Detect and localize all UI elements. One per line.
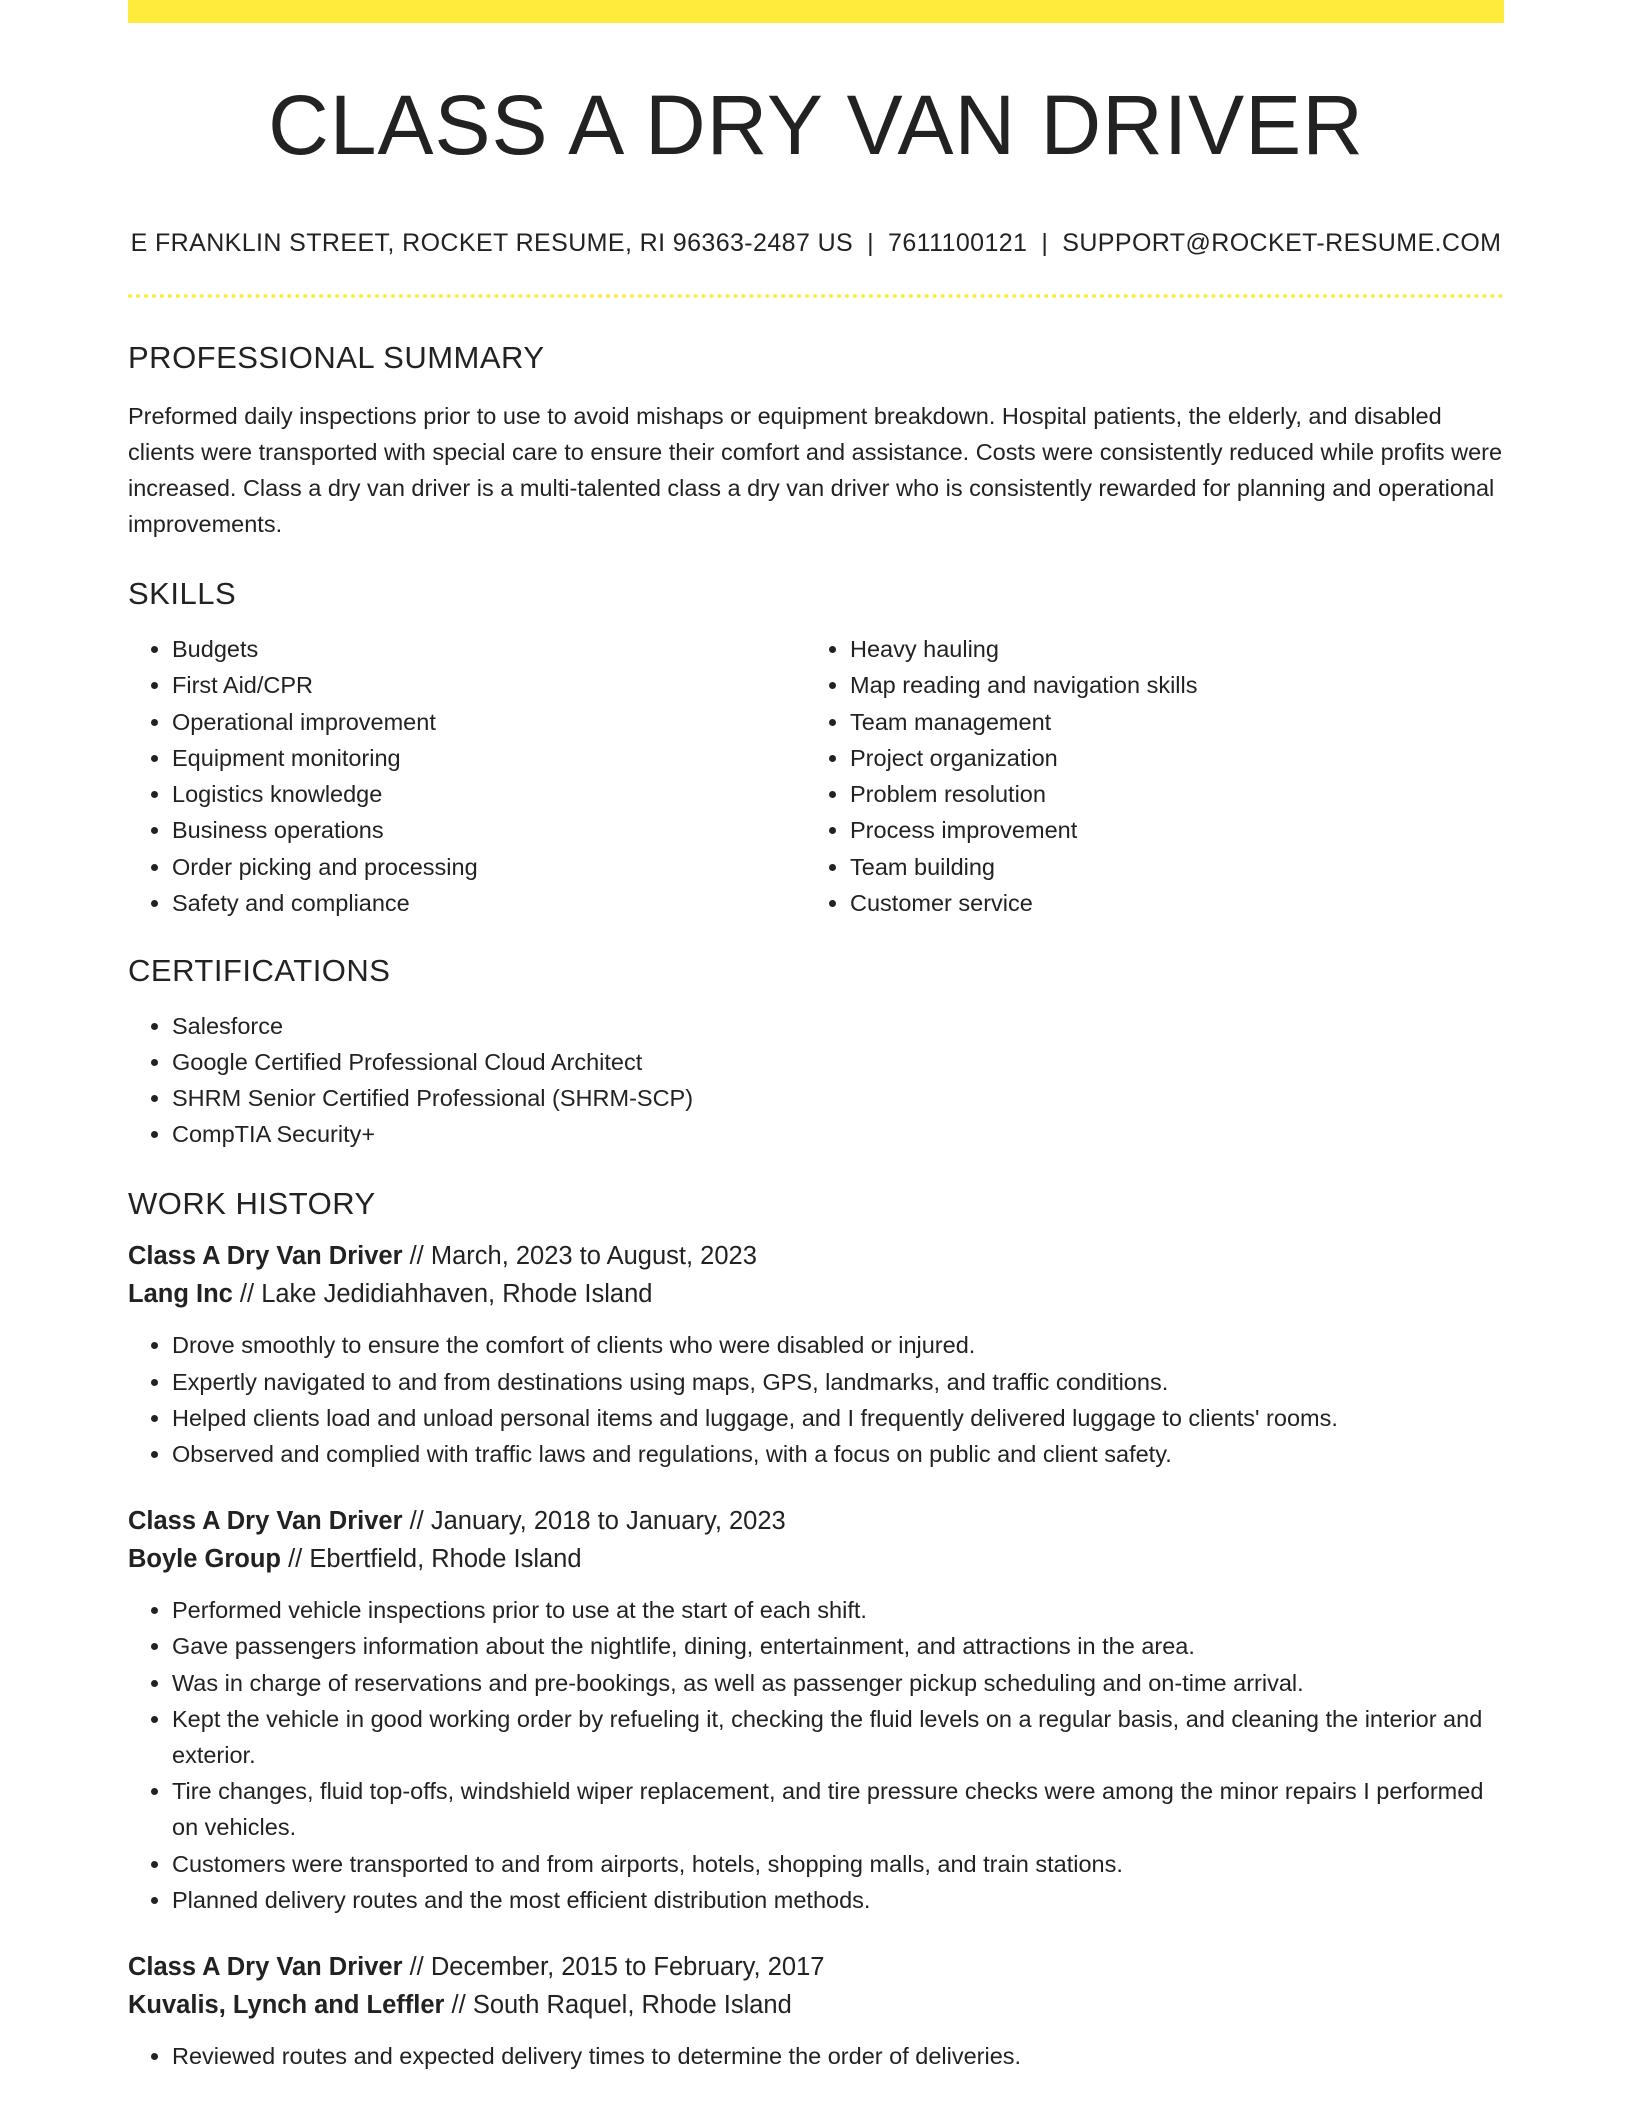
work-history-section-title: WORK HISTORY	[128, 1186, 376, 1222]
job-dates: March, 2023 to August, 2023	[430, 1242, 757, 1271]
job-location: South Raquel, Rhode Island	[472, 1991, 792, 2020]
job-dates: December, 2015 to February, 2017	[430, 1953, 825, 1982]
skill-item: • Problem resolution	[850, 776, 1484, 812]
summary-section-title: PROFESSIONAL SUMMARY	[128, 340, 545, 375]
job-company: Kuvalis, Lynch and Leffler	[128, 1991, 445, 2020]
job-bullets	[128, 1592, 1504, 1918]
job-title: Class A Dry Van Driver	[128, 1953, 403, 1982]
certification-item: • CompTIA Security+	[172, 1116, 1504, 1152]
job-location: Ebertfield, Rhode Island	[309, 1545, 582, 1574]
certifications-section-title: CERTIFICATIONS	[128, 953, 391, 989]
job-entry	[128, 1948, 1504, 2074]
job-bullet: • Planned delivery routes and the most efficient distribution methods.	[172, 1882, 1504, 1918]
job-bullet: • Observed and complied with traffic laws and regulations, with a focus on public and client safety.	[172, 1436, 1504, 1472]
job-separator: //	[281, 1545, 310, 1574]
job-company: Boyle Group	[128, 1545, 282, 1574]
job-title: Class A Dry Van Driver	[128, 1242, 403, 1271]
skill-item: • Order picking and processing	[172, 849, 806, 885]
job-bullets	[128, 2038, 1504, 2074]
accent-top-bar	[128, 0, 1504, 23]
job-bullet: • Was in charge of reservations and pre-bookings, as well as passenger pickup scheduling and on-time arrival.	[172, 1665, 1504, 1701]
skills-right-column	[806, 631, 1484, 921]
job-separator: //	[444, 1991, 473, 2020]
contact-separator: |	[1041, 229, 1049, 257]
contact-line	[128, 231, 1504, 256]
job-bullet: • Drove smoothly to ensure the comfort of clients who were disabled or injured.	[172, 1327, 1504, 1363]
job-entry	[128, 1502, 1504, 1918]
job-separator: //	[232, 1280, 262, 1309]
certification-item: • Salesforce	[172, 1008, 1504, 1044]
certification-item: • SHRM Senior Certified Professional (SHRM-SCP)	[172, 1080, 1504, 1116]
job-company: Lang Inc	[128, 1280, 233, 1309]
job-title-line	[128, 1502, 1504, 1540]
job-title-line	[128, 1237, 1504, 1275]
skill-item: • Team building	[850, 849, 1484, 885]
job-bullet: • Performed vehicle inspections prior to use at the start of each shift.	[172, 1592, 1504, 1628]
skill-item: • Budgets	[172, 631, 806, 667]
job-separator: //	[402, 1242, 431, 1271]
resume-page	[128, 0, 1504, 2074]
contact-email: SUPPORT@ROCKET-RESUME.COM	[1062, 229, 1502, 257]
job-title-line	[128, 1948, 1504, 1986]
job-bullet: • Customers were transported to and from airports, hotels, shopping malls, and train stations.	[172, 1846, 1504, 1882]
skill-item: • Equipment monitoring	[172, 740, 806, 776]
skill-item: • Process improvement	[850, 812, 1484, 848]
skills-section-title: SKILLS	[128, 576, 237, 611]
skill-item: • First Aid/CPR	[172, 667, 806, 703]
job-company-line	[128, 1986, 1504, 2024]
job-bullet: • Reviewed routes and expected delivery times to determine the order of deliveries.	[172, 2038, 1504, 2074]
skill-item: • Customer service	[850, 885, 1484, 921]
job-separator: //	[402, 1953, 431, 1982]
job-company-line	[128, 1540, 1504, 1578]
summary-text: Preformed daily inspections prior to use to avoid mishaps or equipment breakdown. Hospital patients, the elderly, and disabled clients were transported with special care to ensure their comfort and assistance. Costs were consistently reduced while profits were increased. Class a dry van driver is a multi-talented class a dry van driver who is consistently rewarded for planning and operational improvements.	[128, 403, 1503, 537]
job-bullets	[128, 1327, 1504, 1472]
job-company-line	[128, 1275, 1504, 1313]
job-title: Class A Dry Van Driver	[128, 1507, 403, 1536]
contact-phone: 7611100121	[888, 229, 1028, 257]
certification-item: • Google Certified Professional Cloud Architect	[172, 1044, 1504, 1080]
contact-separator: |	[867, 229, 875, 257]
job-bullet: • Expertly navigated to and from destinations using maps, GPS, landmarks, and traffic conditions.	[172, 1364, 1504, 1400]
dotted-divider	[128, 294, 1504, 298]
skill-item: • Safety and compliance	[172, 885, 806, 921]
contact-address: E FRANKLIN STREET, ROCKET RESUME, RI 96363-2487 US	[130, 229, 854, 257]
job-bullet: • Kept the vehicle in good working order by refueling it, checking the fluid levels on a regular basis, and cleaning the interior and exterior.	[172, 1701, 1504, 1773]
skills-columns	[128, 631, 1504, 921]
job-bullet: • Tire changes, fluid top-offs, windshield wiper replacement, and tire pressure checks were among the minor repairs I performed on vehicles.	[172, 1773, 1504, 1845]
job-bullet: • Gave passengers information about the nightlife, dining, entertainment, and attractions in the area.	[172, 1628, 1504, 1664]
job-separator: //	[402, 1507, 431, 1536]
skill-item: • Project organization	[850, 740, 1484, 776]
job-dates: January, 2018 to January, 2023	[430, 1507, 786, 1536]
skill-item: • Business operations	[172, 812, 806, 848]
job-location: Lake Jedidiahhaven, Rhode Island	[261, 1280, 653, 1309]
skill-item: • Map reading and navigation skills	[850, 667, 1484, 703]
certifications-list	[128, 1008, 1504, 1152]
job-bullet: • Helped clients load and unload personal items and luggage, and I frequently delivered luggage to clients' rooms.	[172, 1400, 1504, 1436]
skills-left-column	[128, 631, 806, 921]
skill-item: • Operational improvement	[172, 704, 806, 740]
job-entry	[128, 1237, 1504, 1472]
skill-item: • Team management	[850, 704, 1484, 740]
skill-item: • Logistics knowledge	[172, 776, 806, 812]
resume-name-heading: CLASS A DRY VAN DRIVER	[268, 78, 1364, 172]
skill-item: • Heavy hauling	[850, 631, 1484, 667]
